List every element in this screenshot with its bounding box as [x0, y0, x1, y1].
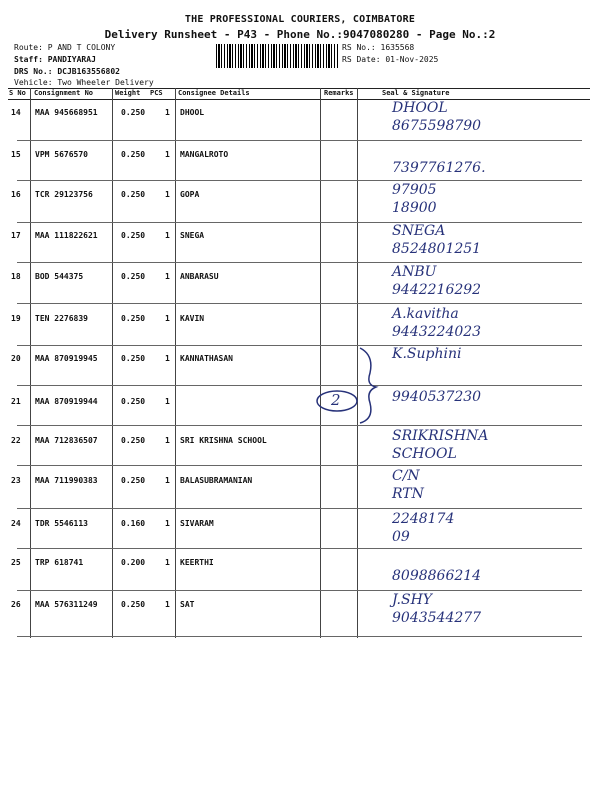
- header-weight: Weight: [115, 89, 141, 97]
- row-consignee: MANGALROTO: [180, 150, 229, 159]
- row-weight: 0.250: [121, 314, 146, 323]
- row-consignee: ANBARASU: [180, 272, 219, 281]
- handwritten-phone: 8675598790: [392, 118, 482, 134]
- handwritten-phone: 9442216292: [392, 282, 482, 298]
- handwritten-name: DHOOL: [392, 100, 448, 116]
- handwritten-phone: 8098866214: [392, 568, 482, 584]
- row-consignment: MAA 870919944: [35, 397, 98, 406]
- handwritten-name: A.kavitha: [392, 306, 459, 322]
- row-pcs: 1: [165, 314, 170, 323]
- row-divider: [17, 345, 582, 346]
- handwritten-phone: SCHOOL: [392, 446, 457, 462]
- handwritten-phone: RTN: [392, 486, 424, 502]
- row-consignment: BOD 544375: [35, 272, 84, 281]
- header-remarks: Remarks: [324, 89, 354, 97]
- row-sno: 15: [11, 150, 21, 159]
- row-weight: 0.250: [121, 354, 146, 363]
- row-weight: 0.200: [121, 558, 146, 567]
- handwritten-phone: 9043544277: [392, 610, 482, 626]
- row-weight: 0.250: [121, 231, 146, 240]
- row-weight: 0.250: [121, 600, 146, 609]
- handwritten-phone: 8524801251: [392, 241, 482, 257]
- vehicle-label: Vehicle: Two Wheeler Delivery: [14, 78, 154, 87]
- row-divider: [17, 262, 582, 263]
- row-consignment: VPM 5676570: [35, 150, 88, 159]
- route-label: Route: P AND T COLONY: [14, 43, 116, 52]
- row-pcs: 1: [165, 436, 170, 445]
- row-divider: [17, 222, 582, 223]
- barcode: [216, 44, 338, 68]
- row-consignee: SAT: [180, 600, 195, 609]
- row-pcs: 1: [165, 108, 170, 117]
- row-consignment: MAA 870919945: [35, 354, 98, 363]
- drs-label: DRS No.: DCJB163556802: [14, 67, 120, 76]
- row-divider: [17, 548, 582, 549]
- row-pcs: 1: [165, 600, 170, 609]
- row-divider: [17, 590, 582, 591]
- row-sno: 26: [11, 600, 21, 609]
- header-consignee: Consignee Details: [178, 89, 250, 97]
- table-top-border: [8, 88, 590, 89]
- row-consignment: TRP 618741: [35, 558, 84, 567]
- row-consignee: BALASUBRAMANIAN: [180, 476, 253, 485]
- row-sno: 14: [11, 108, 21, 117]
- handwritten-name: 2248174: [392, 511, 455, 527]
- handwritten-name: 97905: [392, 182, 437, 198]
- row-consignee: SIVARAM: [180, 519, 214, 528]
- row-consignment: TCR 29123756: [35, 190, 93, 199]
- row-weight: 0.160: [121, 519, 146, 528]
- header-consignment: Consignment No: [34, 89, 94, 97]
- row-consignee: GOPA: [180, 190, 200, 199]
- row-weight: 0.250: [121, 436, 146, 445]
- row-divider: [17, 385, 582, 386]
- row-pcs: 1: [165, 190, 170, 199]
- row-consignment: TDR 5546113: [35, 519, 88, 528]
- header-bottom-border: [8, 99, 590, 100]
- row-consignment: MAA 945668951: [35, 108, 98, 117]
- row-sno: 16: [11, 190, 21, 199]
- row-weight: 0.250: [121, 397, 146, 406]
- row-pcs: 1: [165, 397, 170, 406]
- row-consignee: KANNATHASAN: [180, 354, 233, 363]
- row-sno: 24: [11, 519, 21, 528]
- row-pcs: 1: [165, 558, 170, 567]
- handwritten-name: C/N: [392, 468, 420, 484]
- header-sno: S No: [9, 89, 26, 97]
- row-sno: 21: [11, 397, 21, 406]
- row-consignee: SNEGA: [180, 231, 205, 240]
- rs-number: RS No.: 1635568: [342, 43, 415, 52]
- header-pcs: PCS: [150, 89, 163, 97]
- row-sno: 20: [11, 354, 21, 363]
- row-pcs: 1: [165, 150, 170, 159]
- handwritten-name: J.SHY: [392, 592, 433, 608]
- handwritten-name: 9940537230: [392, 389, 482, 405]
- handwritten-name: SRIKRISHNA: [392, 428, 489, 444]
- handwritten-phone: 9443224023: [392, 324, 482, 340]
- row-divider: [17, 140, 582, 141]
- company-title: THE PROFESSIONAL COURIERS, COIMBATORE: [184, 14, 416, 25]
- row-weight: 0.250: [121, 190, 146, 199]
- runsheet-subtitle: Delivery Runsheet - P43 - Phone No.:9047080280 - Page No.:2: [104, 28, 496, 41]
- row-consignee: DHOOL: [180, 108, 205, 117]
- rs-date: RS Date: 01-Nov-2025: [342, 55, 439, 64]
- row-consignment: MAA 712836507: [35, 436, 98, 445]
- row-sno: 17: [11, 231, 21, 240]
- row-consignee: KEERTHI: [180, 558, 214, 567]
- row-sno: 25: [11, 558, 21, 567]
- handwritten-phone: 09: [392, 529, 410, 545]
- handwritten-name: SNEGA: [392, 223, 446, 239]
- column-divider: [30, 88, 31, 638]
- staff-label: Staff: PANDIYARAJ: [14, 55, 96, 64]
- column-divider: [175, 88, 176, 638]
- row-sno: 23: [11, 476, 21, 485]
- bracket-mark-icon: [356, 345, 380, 425]
- header-seal: Seal & Signature: [382, 89, 450, 97]
- row-weight: 0.250: [121, 272, 146, 281]
- row-consignment: MAA 111822621: [35, 231, 98, 240]
- handwritten-phone: 18900: [392, 200, 437, 216]
- row-weight: 0.250: [121, 150, 146, 159]
- row-weight: 0.250: [121, 108, 146, 117]
- row-divider: [17, 180, 582, 181]
- row-consignment: MAA 711990383: [35, 476, 98, 485]
- row-consignee: SRI KRISHNA SCHOOL: [180, 436, 267, 445]
- handwritten-phone: 7397761276.: [392, 160, 486, 176]
- row-consignee: KAVIN: [180, 314, 205, 323]
- row-sno: 22: [11, 436, 21, 445]
- row-sno: 19: [11, 314, 21, 323]
- column-divider: [320, 88, 321, 638]
- row-pcs: 1: [165, 231, 170, 240]
- row-consignment: TEN 2276839: [35, 314, 88, 323]
- row-pcs: 1: [165, 272, 170, 281]
- row-divider: [17, 465, 582, 466]
- row-pcs: 1: [165, 354, 170, 363]
- row-pcs: 1: [165, 519, 170, 528]
- row-pcs: 1: [165, 476, 170, 485]
- column-divider: [112, 88, 113, 638]
- row-divider: [17, 508, 582, 509]
- row-weight: 0.250: [121, 476, 146, 485]
- row-divider: [17, 303, 582, 304]
- handwritten-name: K.Suphini: [392, 346, 462, 362]
- row-divider: [17, 636, 582, 637]
- row-sno: 18: [11, 272, 21, 281]
- row-consignment: MAA 576311249: [35, 600, 98, 609]
- handwritten-name: ANBU: [392, 264, 437, 280]
- row-divider: [17, 425, 582, 426]
- remarks-mark: 2: [331, 391, 341, 409]
